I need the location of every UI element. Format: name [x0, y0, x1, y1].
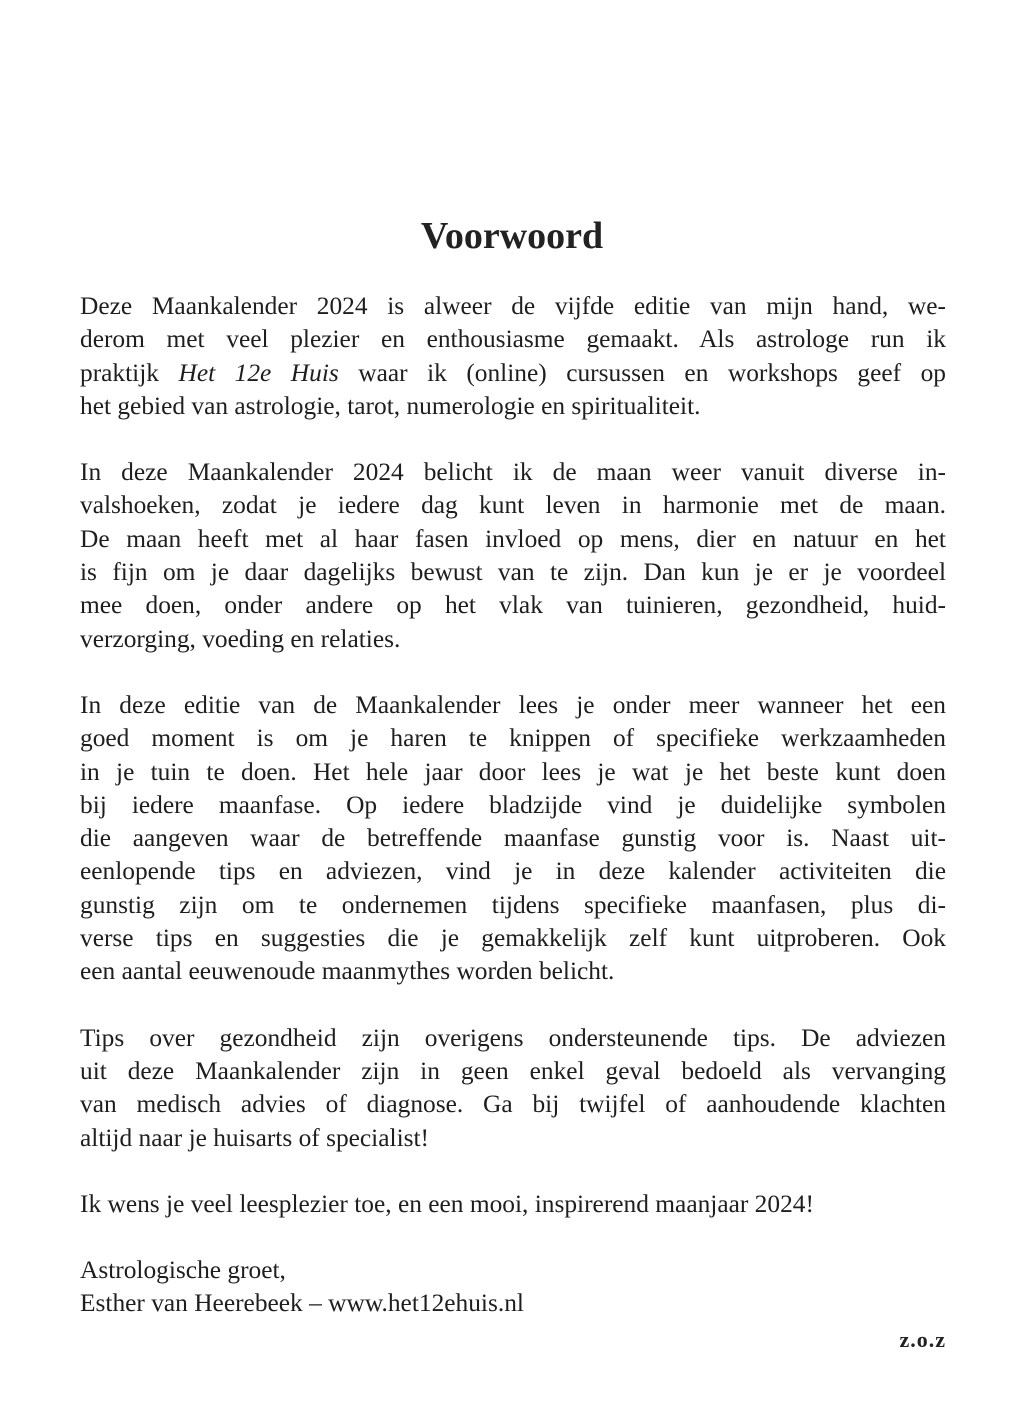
paragraph-moon-perspectives	[80, 456, 946, 656]
page-title: Voorwoord	[420, 215, 604, 257]
turn-over-note: z.o.z	[899, 1327, 946, 1352]
paragraph-intro	[80, 290, 946, 423]
text-line: het gebied van astrologie, tarot, numerologie en spiritualiteit.	[80, 391, 701, 420]
paragraph-edition-contents	[80, 689, 946, 989]
text-line: altijd naar je huisarts of specialist!	[80, 1123, 430, 1152]
text-fragment: waar ik (online) cursussen en workshops geef op	[338, 358, 946, 387]
text-line: van medisch advies of diagnose. Ga bij twijfel of aanhoudende klachten	[80, 1090, 946, 1119]
text-line: valshoeken, zodat je iedere dag kunt leven in harmonie met de maan.	[80, 491, 946, 520]
practice-name: Het 12e Huis	[178, 358, 339, 387]
signature-block	[80, 1254, 946, 1321]
paragraph-closing-wish	[80, 1188, 946, 1221]
signature-author: Esther van Heerebeek – www.het12ehuis.nl	[80, 1289, 524, 1318]
text-line-with-italic	[80, 357, 946, 390]
text-line: De maan heeft met al haar fasen invloed op mens, dier en natuur en het	[80, 524, 946, 553]
body-text	[80, 290, 946, 1321]
text-line: eenlopende tips en adviezen, vind je in deze kalender activiteiten die	[80, 857, 946, 886]
text-line: verzorging, voeding en relaties.	[80, 624, 401, 653]
text-line: Deze Maankalender 2024 is alweer de vijfde editie van mijn hand, we-	[80, 292, 946, 320]
text-line: In deze editie van de Maankalender lees je onder meer wanneer het een	[80, 690, 946, 719]
signature-greeting: Astrologische groet,	[80, 1256, 286, 1285]
text-line: mee doen, onder andere op het vlak van tuinieren, gezondheid, huid-	[80, 591, 946, 620]
text-line: verse tips en suggesties die je gemakkelijk zelf kunt uitproberen. Ook	[80, 924, 946, 953]
text-line: die aangeven waar de betreffende maanfase gunstig voor is. Naast uit-	[80, 824, 946, 853]
text-line: in je tuin te doen. Het hele jaar door lees je wat je het beste kunt doen	[80, 757, 946, 786]
text-line: een aantal eeuwenoude maanmythes worden belicht.	[80, 957, 615, 986]
text-line: Tips over gezondheid zijn overigens ondersteunende tips. De adviezen	[80, 1023, 946, 1052]
text-line: is fijn om je daar dagelijks bewust van te zijn. Dan kun je er je voordeel	[80, 558, 946, 587]
text-fragment: praktijk	[80, 358, 179, 387]
text-line: derom met veel plezier en enthousiasme gemaakt. Als astrologe run ik	[80, 325, 946, 354]
paragraph-health-disclaimer	[80, 1022, 946, 1155]
text-line: bij iedere maanfase. Op iedere bladzijde vind je duidelijke symbolen	[80, 790, 946, 819]
text-line: In deze Maankalender 2024 belicht ik de maan weer vanuit diverse in-	[80, 458, 946, 487]
text-line: uit deze Maankalender zijn in geen enkel geval bedoeld als vervanging	[80, 1056, 946, 1085]
text-line: gunstig zijn om te ondernemen tijdens specifieke maanfasen, plus di-	[80, 890, 946, 919]
text-line: Ik wens je veel leesplezier toe, en een mooi, inspirerend maanjaar 2024!	[80, 1189, 814, 1218]
text-line: goed moment is om je haren te knippen of specifieke werkzaamheden	[80, 724, 946, 753]
